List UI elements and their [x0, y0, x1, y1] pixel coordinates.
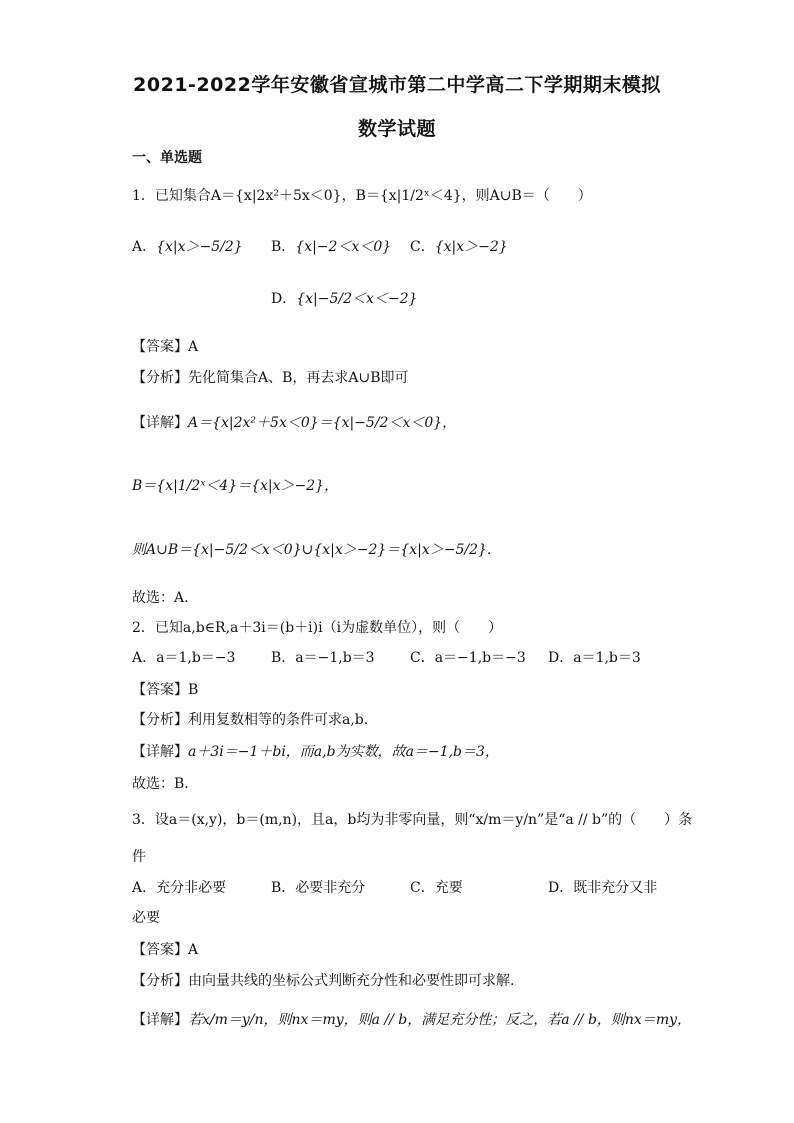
q1-option-a-expr: {x|x＞−5/2}: [156, 239, 243, 255]
q1-option-b-expr: {x|−2＜x＜0}: [295, 239, 392, 255]
q2-choose: 故选：B.: [132, 776, 189, 792]
q3-option-d-cont: 必要: [132, 910, 160, 926]
q3-option-d: D．既非充分又非: [548, 880, 658, 896]
q2-detail: [132, 742, 499, 762]
q3-stem-line2: 件: [132, 849, 146, 865]
q2-analysis-tag: 【分析】: [132, 712, 188, 728]
q1-answer: [132, 337, 198, 357]
q1-option-a-label: A．: [132, 239, 157, 255]
q3-detail-text: 若x/m＝y/n，则nx＝my，则a // b，满足充分性；反之，若a // b，则nx＝my，: [188, 1012, 692, 1028]
q1-answer-value: A: [188, 339, 199, 355]
q1-option-c-expr: {x|x＞−2}: [434, 239, 508, 255]
q3-option-b: B．必要非充分: [271, 880, 366, 896]
q1-option-c-label: C．: [410, 239, 435, 255]
q2-option-d: D．a＝1,b＝3: [548, 650, 641, 666]
q1-option-c: [410, 237, 508, 257]
q2-detail-text: a＋3i＝−1＋bi，而a,b为实数，故a＝−1,b＝3，: [188, 744, 499, 760]
q2-option-a: A．a＝1,b＝−3: [132, 650, 236, 666]
q3-answer-tag: 【答案】: [132, 942, 188, 958]
document-title-line2: 数学试题: [357, 118, 436, 140]
q2-answer: [132, 680, 198, 700]
q1-option-b-label: B．: [271, 239, 296, 255]
q3-answer-value: A: [188, 942, 199, 958]
q2-stem: 2．已知a,b∈R,a＋3i＝(b＋i)i（i为虚数单位），则（ ）: [132, 620, 503, 636]
q1-detail-line2: B＝{x|1/2ˣ＜4}＝{x|x＞−2}，: [132, 478, 339, 494]
q3-analysis-text: 由向量共线的坐标公式判断充分性和必要性即可求解.: [188, 973, 515, 989]
q3-analysis: [132, 971, 514, 991]
q1-answer-tag: 【答案】: [132, 339, 188, 355]
q2-option-c: C．a＝−1,b＝−3: [410, 650, 526, 666]
q2-detail-tag: 【详解】: [132, 744, 188, 760]
section-heading: 一、单选题: [132, 150, 202, 166]
q2-answer-tag: 【答案】: [132, 682, 188, 698]
q1-detail-tag: 【详解】: [132, 415, 188, 431]
q3-analysis-tag: 【分析】: [132, 973, 188, 989]
q1-stem: 1．已知集合A＝{x|2x²＋5x＜0}，B＝{x|1/2ˣ＜4}，则A∪B＝（ ）: [132, 188, 592, 204]
q2-analysis: [132, 710, 368, 730]
q1-choose: 故选：A.: [132, 590, 189, 606]
q3-option-a: A．充分非必要: [132, 880, 227, 896]
q3-detail: [132, 1010, 691, 1030]
q3-stem-line1: 3．设a＝(x,y)，b＝(m,n)，且a，b均为非零向量，则“x/m＝y/n”是“a // b”的（ ）条: [132, 812, 693, 828]
q2-analysis-text: 利用复数相等的条件可求a,b.: [188, 712, 369, 728]
q1-option-d-expr: {x|−5/2＜x＜−2}: [296, 291, 418, 307]
q1-analysis: [132, 368, 409, 388]
document-title-line1: 2021-2022学年安徽省宣城市第二中学高二下学期期末模拟: [133, 74, 661, 96]
q2-option-b: B．a＝−1,b＝3: [271, 650, 375, 666]
q3-option-c: C．充要: [410, 880, 463, 896]
q3-detail-tag: 【详解】: [132, 1012, 188, 1028]
q1-detail-line3: 则A∪B＝{x|−5/2＜x＜0}∪{x|x＞−2}＝{x|x＞−5/2}.: [132, 542, 492, 558]
q1-option-d-label: D．: [271, 291, 297, 307]
q2-answer-value: B: [188, 682, 199, 698]
q1-option-b: [271, 237, 391, 257]
q1-detail-line1: [132, 413, 456, 433]
q1-analysis-tag: 【分析】: [132, 370, 188, 386]
q3-answer: [132, 940, 198, 960]
q1-option-d: [271, 289, 417, 309]
q1-option-a: [132, 237, 243, 257]
q1-detail-1: A＝{x|2x²＋5x＜0}＝{x|−5/2＜x＜0}，: [188, 415, 457, 431]
q1-analysis-text: 先化简集合A、B，再去求A∪B即可: [188, 370, 409, 386]
